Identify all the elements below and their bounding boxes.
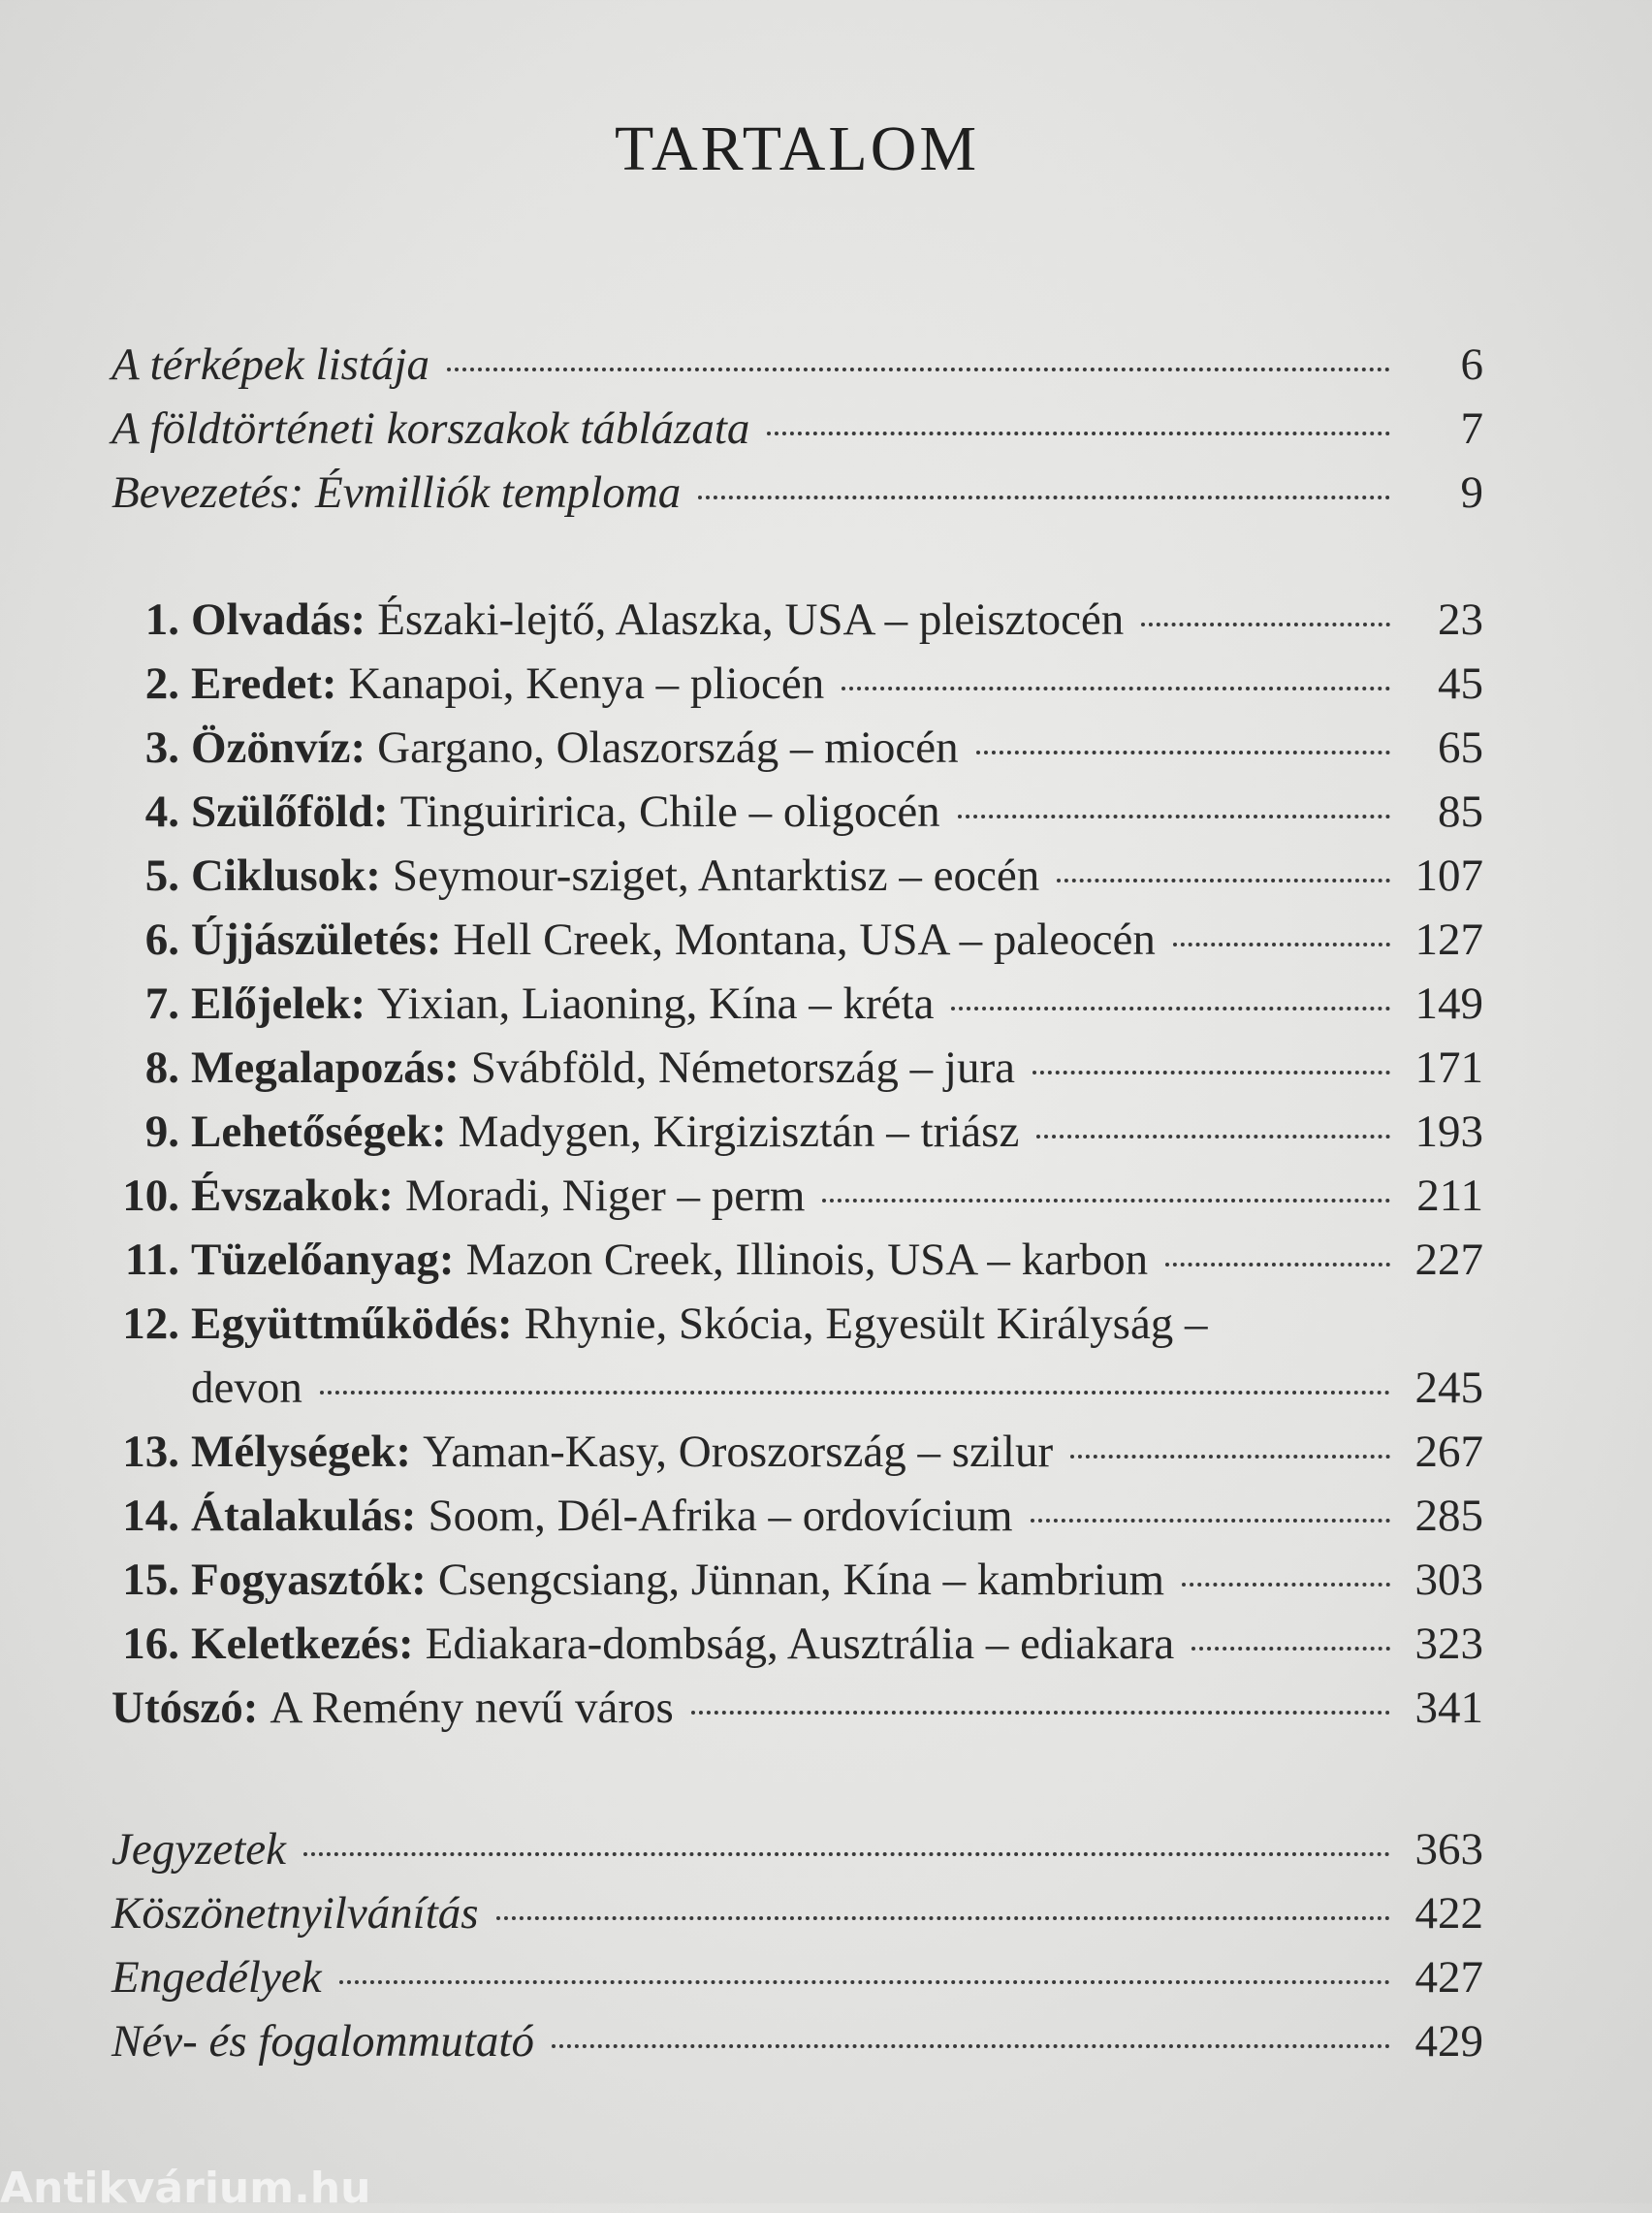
toc-page-number: 422: [1414, 1888, 1483, 1939]
chapter-entry: [111, 588, 1483, 652]
toc-page-number: 245: [1414, 1363, 1483, 1413]
chapter-entry: [111, 1292, 1483, 1356]
chapter-number: 11.: [124, 1235, 179, 1285]
chapter-heading: Ciklusok:: [191, 850, 381, 901]
chapter-number: 9.: [144, 1106, 179, 1157]
dot-leader: [552, 2044, 1390, 2048]
dot-leader: [1057, 879, 1390, 882]
toc-page-number: 341: [1414, 1683, 1483, 1733]
dot-leader: [842, 687, 1390, 690]
chapter-subtitle: Csengcsiang, Jünnan, Kína – kambrium: [437, 1555, 1165, 1605]
chapter-entry: [111, 652, 1483, 716]
dot-leader: [1191, 1647, 1390, 1651]
dot-leader: [1032, 1071, 1390, 1074]
chapter-heading: Újjászületés:: [191, 914, 442, 965]
chapter-entry: [111, 908, 1483, 972]
afterword-heading: Utószó:: [111, 1683, 259, 1733]
dot-leader: [496, 1916, 1390, 1920]
toc-entry: [111, 333, 1483, 397]
dot-leader: [1173, 943, 1390, 946]
back-matter-section: [111, 1817, 1483, 2073]
toc-page-number: 193: [1414, 1106, 1483, 1157]
chapter-heading: Előjelek:: [191, 978, 366, 1029]
dot-leader: [691, 1711, 1390, 1715]
toc-page-number: 23: [1438, 594, 1483, 645]
chapter-number: 14.: [122, 1491, 179, 1541]
dot-leader: [1141, 623, 1390, 626]
chapter-subtitle: Tinguiririca, Chile – oligocén: [399, 786, 940, 837]
toc-page-number: 7: [1460, 403, 1483, 454]
dot-leader: [976, 751, 1390, 754]
toc-page-number: 85: [1438, 786, 1483, 837]
dot-leader: [951, 1007, 1390, 1010]
chapter-heading: Lehetőségek:: [191, 1106, 447, 1157]
chapter-number: 13.: [122, 1427, 179, 1477]
chapter-subtitle: Madygen, Kirgizisztán – triász: [458, 1106, 1020, 1157]
chapter-subtitle: Rhynie, Skócia, Egyesült Királyság –: [524, 1299, 1208, 1349]
chapter-number: 3.: [144, 722, 179, 773]
toc-page-number: 429: [1414, 2016, 1483, 2067]
toc-page-number: 65: [1438, 722, 1483, 773]
dot-leader: [822, 1199, 1390, 1203]
chapter-subtitle: Hell Creek, Montana, USA – paleocén: [453, 914, 1156, 965]
watermark: Antikvárium.hu: [0, 2164, 371, 2213]
chapter-subtitle: Ediakara-dombság, Ausztrália – ediakara: [425, 1619, 1175, 1669]
chapter-number: 6.: [144, 914, 179, 965]
toc-entry-title: Köszönetnyilvánítás: [111, 1888, 479, 1939]
toc-page-number: 9: [1460, 467, 1483, 518]
toc-entry-title: Név- és fogalommutató: [111, 2016, 534, 2067]
front-matter-section: [111, 333, 1483, 525]
chapter-heading: Tüzelőanyag:: [191, 1235, 455, 1285]
chapter-number: 10.: [122, 1171, 179, 1221]
chapter-entry: [111, 1036, 1483, 1100]
toc-page-number: 303: [1414, 1555, 1483, 1605]
toc-page-number: 45: [1438, 658, 1483, 709]
chapter-heading: Fogyasztók:: [191, 1555, 427, 1605]
chapter-number: 8.: [144, 1042, 179, 1093]
dot-leader: [1182, 1583, 1390, 1587]
toc-page-number: 107: [1414, 850, 1483, 901]
chapter-entry-continuation: [111, 1356, 1483, 1420]
chapter-number: 16.: [122, 1619, 179, 1669]
chapter-subtitle: Kanapoi, Kenya – pliocén: [348, 658, 825, 709]
afterword-subtitle: A Remény nevű város: [270, 1683, 674, 1733]
chapter-heading: Olvadás:: [191, 594, 366, 645]
toc-page-number: 427: [1414, 1952, 1483, 2003]
chapter-entry: [111, 716, 1483, 780]
chapter-entry: [111, 844, 1483, 908]
toc-entry: [111, 461, 1483, 525]
chapter-subtitle: Mazon Creek, Illinois, USA – karbon: [465, 1235, 1149, 1285]
toc-entry-title: Engedélyek: [111, 1952, 322, 2003]
page-title: TARTALOM: [614, 113, 980, 185]
toc-entry: [111, 1945, 1483, 2009]
chapter-entry: [111, 780, 1483, 844]
dot-leader: [320, 1391, 1390, 1395]
dot-leader: [1036, 1135, 1390, 1139]
chapter-subtitle: Soom, Dél-Afrika – ordovícium: [428, 1491, 1013, 1541]
chapter-entry: [111, 1420, 1483, 1484]
chapter-number: 7.: [144, 978, 179, 1029]
chapter-subtitle: Gargano, Olaszország – miocén: [377, 722, 959, 773]
chapter-subtitle-continuation: devon: [191, 1363, 302, 1413]
chapter-heading: Szülőföld:: [191, 786, 389, 837]
dot-leader: [1031, 1519, 1391, 1523]
chapter-heading: Özönvíz:: [191, 722, 366, 773]
toc-page-number: 363: [1414, 1824, 1483, 1875]
toc-page-number: 285: [1414, 1491, 1483, 1541]
chapter-entry: [111, 1612, 1483, 1676]
dot-leader: [767, 432, 1390, 435]
chapter-entry: [111, 1484, 1483, 1548]
dot-leader: [1070, 1455, 1390, 1459]
toc-page-number: 127: [1414, 914, 1483, 965]
chapter-entry: [111, 1100, 1483, 1164]
chapter-subtitle: Moradi, Niger – perm: [404, 1171, 806, 1221]
toc-entry-title: Bevezetés: Évmilliók temploma: [111, 467, 682, 518]
chapter-entry: [111, 1228, 1483, 1292]
chapter-number: 15.: [122, 1555, 179, 1605]
chapter-number: 1.: [144, 594, 179, 645]
dot-leader: [698, 496, 1390, 499]
toc-entry: [111, 1881, 1483, 1945]
dot-leader: [958, 815, 1390, 818]
chapter-subtitle: Svábföld, Németország – jura: [470, 1042, 1015, 1093]
chapter-heading: Mélységek:: [191, 1427, 412, 1477]
toc-entry: [111, 1817, 1483, 1881]
chapter-number: 4.: [144, 786, 179, 837]
dot-leader: [303, 1852, 1390, 1856]
chapter-heading: Együttműködés:: [191, 1299, 513, 1349]
toc-entry-title: A térképek listája: [111, 339, 430, 390]
toc-page-number: 211: [1416, 1171, 1483, 1221]
chapter-subtitle: Seymour-sziget, Antarktisz – eocén: [392, 850, 1040, 901]
chapters-section: [111, 588, 1483, 1740]
chapter-heading: Eredet:: [191, 658, 337, 709]
dot-leader: [339, 1980, 1390, 1984]
chapter-heading: Átalakulás:: [191, 1491, 417, 1541]
dot-leader: [1165, 1263, 1390, 1267]
toc-entry-title: A földtörténeti korszakok táblázata: [111, 403, 750, 454]
toc-page-number: 149: [1414, 978, 1483, 1029]
chapter-number: 5.: [144, 850, 179, 901]
toc-page-number: 323: [1414, 1619, 1483, 1669]
chapter-subtitle: Yixian, Liaoning, Kína – kréta: [377, 978, 935, 1029]
chapter-subtitle: Yaman-Kasy, Oroszország – szilur: [423, 1427, 1054, 1477]
toc-entry-title: Jegyzetek: [111, 1824, 287, 1875]
dot-leader: [447, 368, 1390, 371]
toc-entry: [111, 2009, 1483, 2073]
chapter-subtitle: Északi-lejtő, Alaszka, USA – pleisztocén: [377, 594, 1125, 645]
chapter-number: 2.: [144, 658, 179, 709]
afterword-entry: [111, 1676, 1483, 1740]
toc-page-number: 6: [1460, 339, 1483, 390]
chapter-number: 12.: [122, 1299, 179, 1349]
chapter-heading: Keletkezés:: [191, 1619, 414, 1669]
toc-page-number: 171: [1414, 1042, 1483, 1093]
chapter-entry: [111, 972, 1483, 1036]
toc-entry: [111, 397, 1483, 461]
chapter-heading: Megalapozás:: [191, 1042, 460, 1093]
chapter-entry: [111, 1548, 1483, 1612]
toc-page-number: 227: [1414, 1235, 1483, 1285]
toc-page-number: 267: [1414, 1427, 1483, 1477]
chapter-heading: Évszakok:: [191, 1171, 394, 1221]
chapter-entry: [111, 1164, 1483, 1228]
